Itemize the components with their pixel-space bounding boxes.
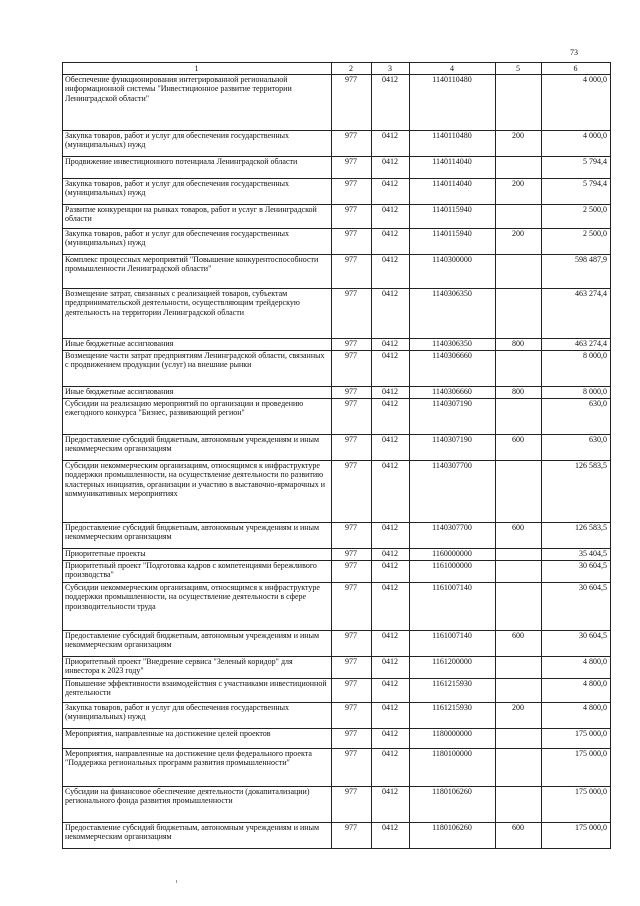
row-target-code: 1140307190 [410, 399, 496, 435]
row-expense-type-code [496, 583, 542, 631]
row-section-code: 0412 [372, 179, 410, 205]
row-name-cell: Предоставление субсидий бюджетным, автономным учреждениям и иным некоммерческим организациям [63, 631, 332, 657]
row-target-code: 1180106260 [410, 823, 496, 849]
row-target-code: 1161007140 [410, 631, 496, 657]
row-ministry-code: 977 [332, 549, 372, 561]
row-section-code: 0412 [372, 289, 410, 339]
row-section-code: 0412 [372, 787, 410, 823]
row-expense-type-code: 800 [496, 387, 542, 399]
row-target-code: 1180106260 [410, 787, 496, 823]
row-ministry-code: 977 [332, 399, 372, 435]
row-name-cell: Мероприятия, направленные на достижение целей проектов [63, 729, 332, 749]
row-ministry-code: 977 [332, 823, 372, 849]
row-amount: 4 000,0 [542, 131, 611, 157]
row-name-cell: Приоритетный проект "Подготовка кадров с компетенциями бережливого производства" [63, 561, 332, 583]
row-amount: 5 794,4 [542, 157, 611, 179]
row-amount: 8 000,0 [542, 351, 611, 387]
row-name-cell: Развитие конкуренции на рынках товаров, работ и услуг в Ленинградской области [63, 205, 332, 229]
table-row [63, 583, 611, 631]
row-expense-type-code [496, 289, 542, 339]
row-section-code: 0412 [372, 561, 410, 583]
row-amount: 463 274,4 [542, 339, 611, 351]
row-name-cell: Приоритетный проект "Внедрение сервиса "Зеленый коридор" для инвестора к 2023 году" [63, 657, 332, 679]
row-amount: 30 604,5 [542, 631, 611, 657]
row-section-code: 0412 [372, 583, 410, 631]
table-row [63, 75, 611, 131]
row-target-code: 1140114040 [410, 179, 496, 205]
row-target-code: 1140115940 [410, 229, 496, 255]
row-amount: 4 800,0 [542, 657, 611, 679]
table-row [63, 679, 611, 703]
row-expense-type-code [496, 75, 542, 131]
row-name-cell: Предоставление субсидий бюджетным, автономным учреждениям и иным некоммерческим организациям [63, 823, 332, 849]
row-target-code: 1140300000 [410, 255, 496, 289]
row-name-cell: Продвижение инвестиционного потенциала Ленинградской области [63, 157, 332, 179]
table-row [63, 523, 611, 549]
row-section-code: 0412 [372, 749, 410, 787]
header-cell-1: 1 [63, 63, 332, 75]
table-row [63, 787, 611, 823]
table-row [63, 749, 611, 787]
budget-table [62, 62, 611, 849]
row-name-cell: Приоритетные проекты [63, 549, 332, 561]
row-ministry-code: 977 [332, 523, 372, 549]
row-expense-type-code: 600 [496, 631, 542, 657]
row-ministry-code: 977 [332, 351, 372, 387]
row-expense-type-code: 600 [496, 523, 542, 549]
row-section-code: 0412 [372, 729, 410, 749]
row-expense-type-code [496, 255, 542, 289]
row-section-code: 0412 [372, 823, 410, 849]
row-amount: 175 000,0 [542, 823, 611, 849]
row-ministry-code: 977 [332, 179, 372, 205]
scan-artifact [176, 880, 177, 883]
table-row [63, 131, 611, 157]
row-target-code: 1140114040 [410, 157, 496, 179]
row-section-code: 0412 [372, 549, 410, 561]
row-target-code: 1140110480 [410, 75, 496, 131]
row-name-cell: Возмещение части затрат предприятиям Ленинградской области, связанных с продвижением продукции (услуг) на внешние рынки [63, 351, 332, 387]
row-target-code: 1180100000 [410, 749, 496, 787]
row-ministry-code: 977 [332, 583, 372, 631]
row-expense-type-code [496, 657, 542, 679]
header-cell-5: 5 [496, 63, 542, 75]
row-section-code: 0412 [372, 703, 410, 729]
row-amount: 2 500,0 [542, 229, 611, 255]
row-target-code: 1161215930 [410, 703, 496, 729]
row-ministry-code: 977 [332, 679, 372, 703]
row-target-code: 1160000000 [410, 549, 496, 561]
table-row [63, 229, 611, 255]
row-ministry-code: 977 [332, 205, 372, 229]
row-name-cell: Субсидии некоммерческим организациям, относящимся к инфраструктуре поддержки промышленности, на осуществление деятельности по развитию кластерных инициатив, организации и участию в выставочно-ярмарочных и коммуникативных мероприятиях [63, 461, 332, 523]
header-cell-2: 2 [332, 63, 372, 75]
row-name-cell: Субсидии некоммерческим организациям, относящимся к инфраструктуре поддержки промышленности, на осуществление деятельности в сфере производительности труда [63, 583, 332, 631]
table-row [63, 289, 611, 339]
table-row [63, 387, 611, 399]
table-body [63, 63, 611, 849]
row-expense-type-code: 200 [496, 703, 542, 729]
row-amount: 175 000,0 [542, 787, 611, 823]
row-name-cell: Возмещение затрат, связанных с реализацией товаров, субъектам предпринимательской деятельности, осуществляющим трейдерскую деятельность на территории Ленинградской области [63, 289, 332, 339]
row-target-code: 1140306350 [410, 289, 496, 339]
row-section-code: 0412 [372, 631, 410, 657]
row-ministry-code: 977 [332, 289, 372, 339]
row-amount: 463 274,4 [542, 289, 611, 339]
row-section-code: 0412 [372, 157, 410, 179]
page-number: 73 [570, 48, 578, 57]
table-row [63, 351, 611, 387]
row-target-code: 1140110480 [410, 131, 496, 157]
row-expense-type-code [496, 729, 542, 749]
row-ministry-code: 977 [332, 75, 372, 131]
row-section-code: 0412 [372, 399, 410, 435]
table-row [63, 399, 611, 435]
row-expense-type-code [496, 461, 542, 523]
row-ministry-code: 977 [332, 131, 372, 157]
row-name-cell: Закупка товаров, работ и услуг для обеспечения государственных (муниципальных) нужд [63, 229, 332, 255]
row-expense-type-code: 600 [496, 435, 542, 461]
row-expense-type-code [496, 157, 542, 179]
table-row [63, 823, 611, 849]
row-expense-type-code: 200 [496, 179, 542, 205]
row-target-code: 1140307700 [410, 523, 496, 549]
row-amount: 4 000,0 [542, 75, 611, 131]
row-section-code: 0412 [372, 461, 410, 523]
header-cell-3: 3 [372, 63, 410, 75]
row-name-cell: Субсидии на финансовое обеспечение деятельности (докапитализации) регионального фонда развития промышленности [63, 787, 332, 823]
row-section-code: 0412 [372, 255, 410, 289]
row-amount: 30 604,5 [542, 561, 611, 583]
row-section-code: 0412 [372, 339, 410, 351]
row-section-code: 0412 [372, 387, 410, 399]
row-amount: 175 000,0 [542, 749, 611, 787]
row-target-code: 1140307700 [410, 461, 496, 523]
row-amount: 175 000,0 [542, 729, 611, 749]
row-ministry-code: 977 [332, 787, 372, 823]
row-name-cell: Субсидии на реализацию мероприятий по организации и проведению ежегодного конкурса "Бизнес, развивающий регион" [63, 399, 332, 435]
row-section-code: 0412 [372, 435, 410, 461]
row-section-code: 0412 [372, 523, 410, 549]
table-row [63, 461, 611, 523]
row-amount: 8 000,0 [542, 387, 611, 399]
row-expense-type-code [496, 351, 542, 387]
row-name-cell: Предоставление субсидий бюджетным, автономным учреждениям и иным некоммерческим организациям [63, 435, 332, 461]
row-amount: 4 800,0 [542, 679, 611, 703]
row-ministry-code: 977 [332, 387, 372, 399]
row-target-code: 1140306660 [410, 351, 496, 387]
row-expense-type-code: 200 [496, 131, 542, 157]
row-ministry-code: 977 [332, 749, 372, 787]
row-ministry-code: 977 [332, 157, 372, 179]
row-ministry-code: 977 [332, 229, 372, 255]
row-ministry-code: 977 [332, 631, 372, 657]
row-name-cell: Повышение эффективности взаимодействия с участниками инвестиционной деятельности [63, 679, 332, 703]
row-ministry-code: 977 [332, 461, 372, 523]
row-expense-type-code: 600 [496, 823, 542, 849]
row-section-code: 0412 [372, 657, 410, 679]
row-amount: 35 404,5 [542, 549, 611, 561]
table-row [63, 205, 611, 229]
row-name-cell: Иные бюджетные ассигнования [63, 339, 332, 351]
row-ministry-code: 977 [332, 703, 372, 729]
row-target-code: 1161007140 [410, 583, 496, 631]
row-expense-type-code [496, 205, 542, 229]
header-cell-4: 4 [410, 63, 496, 75]
table-row [63, 561, 611, 583]
row-amount: 4 800,0 [542, 703, 611, 729]
row-target-code: 1180000000 [410, 729, 496, 749]
table-row [63, 549, 611, 561]
table-header-row [63, 63, 611, 75]
row-section-code: 0412 [372, 75, 410, 131]
row-ministry-code: 977 [332, 255, 372, 289]
row-section-code: 0412 [372, 351, 410, 387]
row-name-cell: Закупка товаров, работ и услуг для обеспечения государственных (муниципальных) нужд [63, 131, 332, 157]
row-amount: 630,0 [542, 435, 611, 461]
table-row [63, 179, 611, 205]
row-expense-type-code: 200 [496, 229, 542, 255]
table-row [63, 657, 611, 679]
row-ministry-code: 977 [332, 729, 372, 749]
row-target-code: 1161215930 [410, 679, 496, 703]
table-row [63, 435, 611, 461]
row-amount: 2 500,0 [542, 205, 611, 229]
row-name-cell: Обеспечение функционирования интегрированной региональной информационной системы "Инвестиционное развитие территории Ленинградской области" [63, 75, 332, 131]
row-section-code: 0412 [372, 205, 410, 229]
row-amount: 5 794,4 [542, 179, 611, 205]
table-row [63, 339, 611, 351]
row-target-code: 1140115940 [410, 205, 496, 229]
row-target-code: 1161000000 [410, 561, 496, 583]
row-amount: 126 583,5 [542, 461, 611, 523]
row-name-cell: Закупка товаров, работ и услуг для обеспечения государственных (муниципальных) нужд [63, 179, 332, 205]
row-name-cell: Иные бюджетные ассигнования [63, 387, 332, 399]
row-name-cell: Предоставление субсидий бюджетным, автономным учреждениям и иным некоммерческим организациям [63, 523, 332, 549]
row-expense-type-code: 800 [496, 339, 542, 351]
row-amount: 30 604,5 [542, 583, 611, 631]
row-section-code: 0412 [372, 229, 410, 255]
table-row [63, 703, 611, 729]
row-target-code: 1140307190 [410, 435, 496, 461]
row-amount: 630,0 [542, 399, 611, 435]
row-section-code: 0412 [372, 679, 410, 703]
row-expense-type-code [496, 679, 542, 703]
row-name-cell: Мероприятия, направленные на достижение цели федерального проекта "Поддержка региональных программ развития промышленности" [63, 749, 332, 787]
header-cell-6: 6 [542, 63, 611, 75]
row-ministry-code: 977 [332, 339, 372, 351]
row-ministry-code: 977 [332, 657, 372, 679]
row-expense-type-code [496, 561, 542, 583]
row-expense-type-code [496, 749, 542, 787]
table-row [63, 255, 611, 289]
table-row [63, 631, 611, 657]
row-target-code: 1140306350 [410, 339, 496, 351]
row-name-cell: Комплекс процессных мероприятий "Повышение конкурентоспособности промышленности Ленинградской области" [63, 255, 332, 289]
row-target-code: 1161200000 [410, 657, 496, 679]
row-expense-type-code [496, 399, 542, 435]
row-expense-type-code [496, 549, 542, 561]
row-amount: 126 583,5 [542, 523, 611, 549]
table-row [63, 729, 611, 749]
row-ministry-code: 977 [332, 561, 372, 583]
row-expense-type-code [496, 787, 542, 823]
row-ministry-code: 977 [332, 435, 372, 461]
row-section-code: 0412 [372, 131, 410, 157]
table-row [63, 157, 611, 179]
row-name-cell: Закупка товаров, работ и услуг для обеспечения государственных (муниципальных) нужд [63, 703, 332, 729]
row-amount: 598 487,9 [542, 255, 611, 289]
row-target-code: 1140306660 [410, 387, 496, 399]
